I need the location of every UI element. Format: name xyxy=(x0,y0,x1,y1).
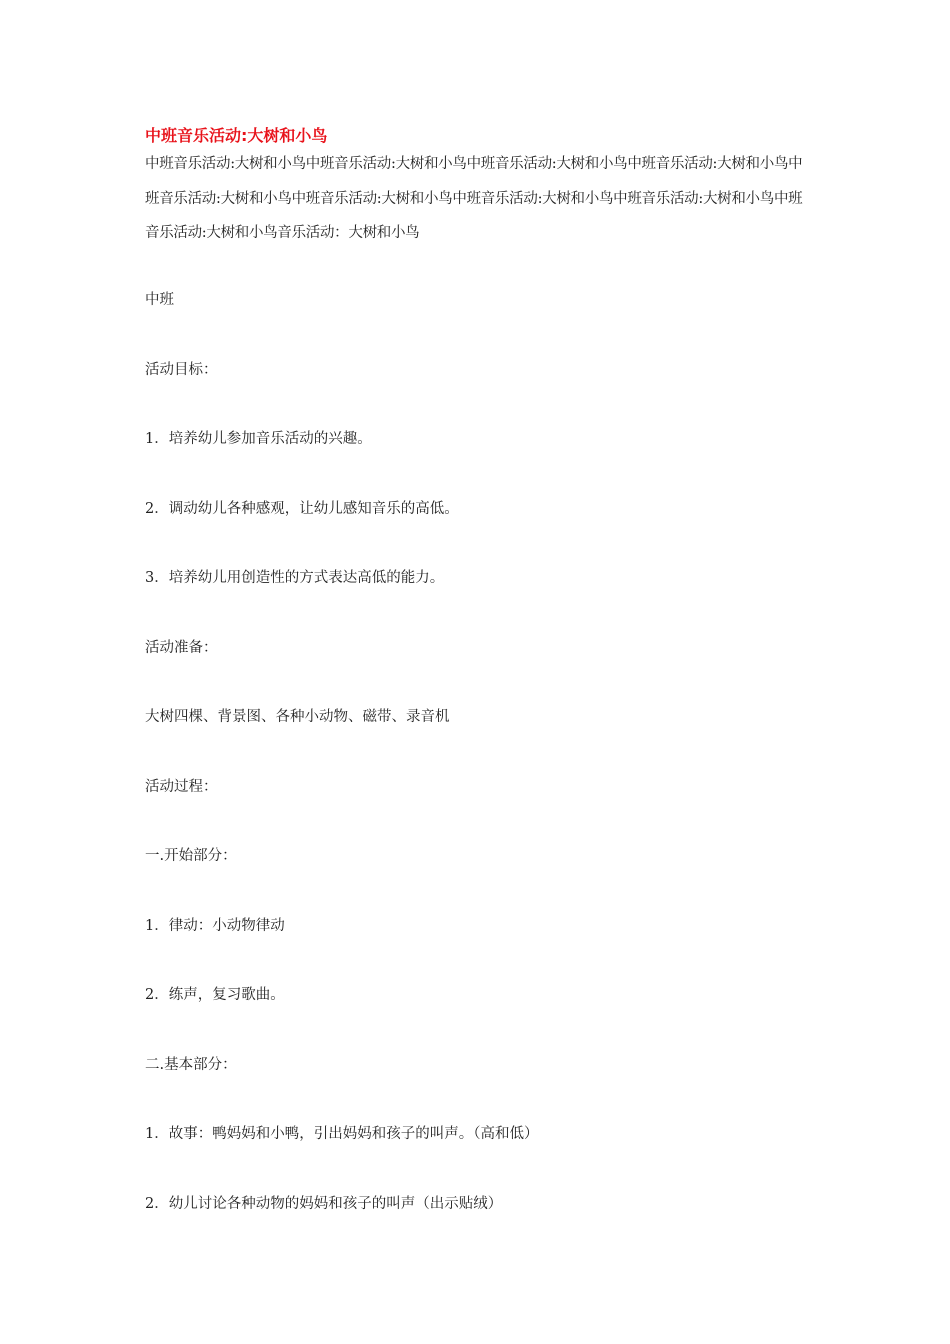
paragraph-part-one-step-1: 1．律动：小动物律动 xyxy=(145,918,285,934)
document-title: 中班音乐活动:大树和小鸟 xyxy=(145,126,328,145)
paragraph-part-one-heading: 一.开始部分： xyxy=(145,848,237,864)
intro-paragraph: 中班音乐活动:大树和小鸟中班音乐活动:大树和小鸟中班音乐活动:大树和小鸟中班音乐活动:大树和小鸟中班音乐活动:大树和小鸟中班音乐活动:大树和小鸟中班音乐活动:大树和小鸟中班音乐活动:大树和小鸟中班音乐活动:大树和小鸟音乐活动：大树和小鸟 xyxy=(145,156,803,241)
paragraph-part-one-step-2: 2．练声，复习歌曲。 xyxy=(145,987,285,1003)
paragraph-goal-1: 1．培养幼儿参加音乐活动的兴趣。 xyxy=(145,431,372,447)
paragraph-goal-2: 2．调动幼儿各种感观，让幼儿感知音乐的高低。 xyxy=(145,501,459,517)
paragraph-part-two-step-2: 2．幼儿讨论各种动物的妈妈和孩子的叫声（出示贴绒） xyxy=(145,1196,503,1212)
paragraph-goal-3: 3．培养幼儿用创造性的方式表达高低的能力。 xyxy=(145,570,445,586)
paragraph-process-heading: 活动过程： xyxy=(145,779,218,795)
paragraph-goals-heading: 活动目标： xyxy=(145,362,218,378)
paragraph-part-two-step-1: 1．故事：鸭妈妈和小鸭，引出妈妈和孩子的叫声。（高和低） xyxy=(145,1126,539,1142)
paragraph-class-level: 中班 xyxy=(145,292,174,308)
paragraph-part-two-heading: 二.基本部分： xyxy=(145,1057,237,1073)
document-page xyxy=(145,124,810,1212)
paragraph-prep-heading: 活动准备： xyxy=(145,640,218,656)
paragraph-prep-materials: 大树四棵、背景图、各种小动物、磁带、录音机 xyxy=(145,709,450,725)
